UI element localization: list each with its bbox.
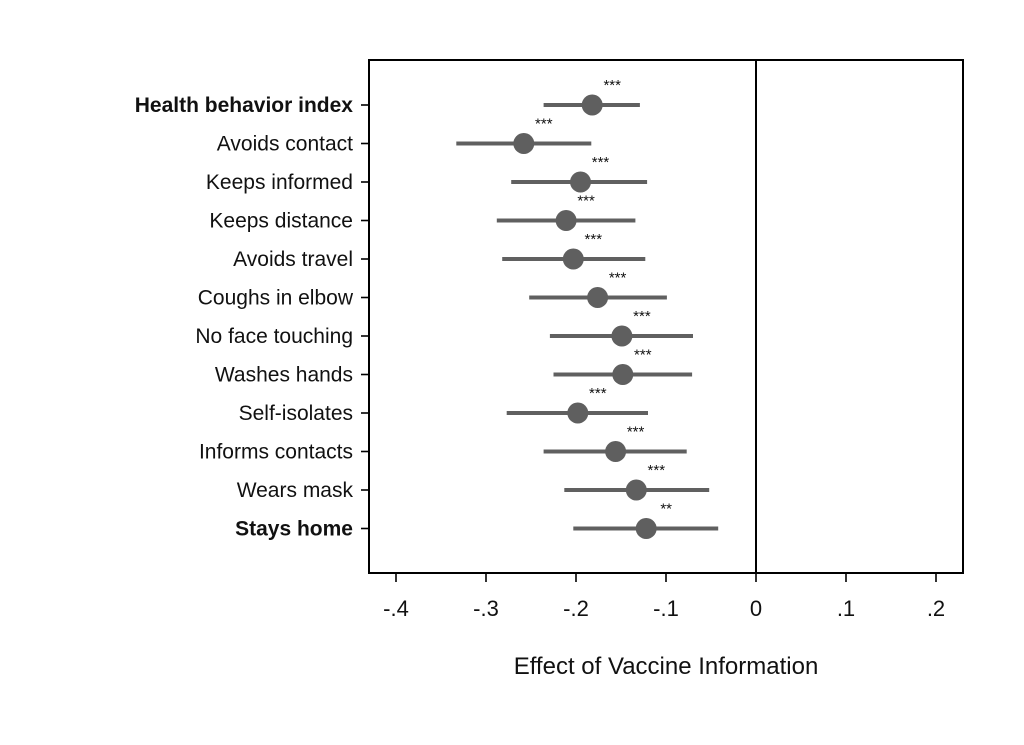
point-estimate [611,326,632,347]
point-estimate [605,441,626,462]
x-tick-label: -.3 [473,596,499,621]
point-estimate [582,95,603,116]
plot-frame [369,60,963,573]
x-tick-label: -.2 [563,596,589,621]
significance-label: *** [608,269,627,287]
point-estimate [636,518,657,539]
point-estimate [570,172,591,193]
category-label: Wears mask [236,479,353,502]
significance-label: *** [589,385,607,402]
point-estimate [556,210,577,231]
point-estimate [563,249,584,270]
point-estimate [513,133,534,154]
x-tick-label: 0 [749,596,763,621]
category-label: Washes hands [214,363,353,387]
category-label: Self-isolates [238,402,353,425]
significance-label: *** [633,308,651,325]
category-label: No face touching [195,325,353,348]
significance-label: *** [584,231,603,248]
point-estimate [626,480,647,501]
significance-label: *** [634,346,652,364]
category-labels-layer [135,94,369,541]
category-label: Health behavior index [134,94,353,117]
point-estimate [612,364,633,385]
x-tick-label: -.4 [383,596,409,621]
category-label: Avoids contact [216,132,353,156]
category-label: Keeps informed [205,171,353,194]
significance-label: *** [535,115,553,133]
significance-label: *** [591,154,610,171]
x-tick-label: -.1 [653,596,679,621]
x-tick-label: .1 [836,596,856,621]
x-axis [383,573,945,621]
estimates-layer [456,77,718,539]
category-label: Avoids travel [233,248,353,271]
category-label: Informs contacts [198,440,353,464]
point-estimate [567,403,588,424]
category-label: Stays home [235,517,353,541]
category-label: Coughs in elbow [197,286,353,310]
x-tick-label: .2 [926,596,946,621]
x-axis-title: Effect of Vaccine Information [513,653,819,680]
point-estimate [587,287,608,308]
significance-label: ** [660,500,673,518]
significance-label: *** [577,192,595,210]
significance-label: *** [603,77,621,94]
category-label: Keeps distance [209,209,353,233]
significance-label: *** [626,423,645,441]
significance-label: *** [647,462,666,479]
